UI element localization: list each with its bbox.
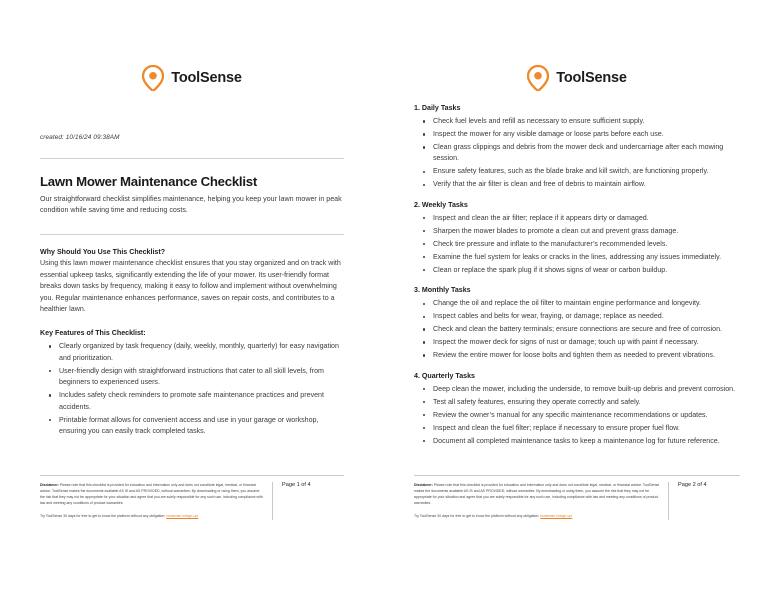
list-item: Check tire pressure and inflate to the manufacturer’s recommended levels. [433, 239, 740, 250]
task-group-daily [414, 104, 740, 191]
list-item: Ensure safety features, such as the blade brake and kill switch, are functioning properly. [433, 166, 740, 177]
page-footer [40, 475, 344, 520]
list-item: Sharpen the mower blades to promote a clean cut and prevent grass damage. [433, 226, 740, 237]
list-item: Check and clean the battery terminals; ensure connections are secure and free of corrosion. [433, 324, 740, 335]
location-pin-icon [142, 65, 164, 91]
list-item: Deep clean the mower, including the underside, to remove built-up debris and prevent corrosion. [433, 384, 740, 395]
task-group-heading: 3. Monthly Tasks [414, 286, 471, 295]
list-item: Document all completed maintenance tasks to keep a maintenance log for future reference. [433, 436, 740, 447]
section-divider [40, 234, 344, 235]
list-item: Change the oil and replace the oil filter to maintain engine performance and longevity. [433, 298, 740, 309]
brand-logo [414, 62, 740, 94]
trial-offer-text [414, 514, 660, 520]
list-item: User-friendly design with straightforward instructions that cater to all skill levels, from beginners to experienced users. [59, 366, 344, 389]
location-pin-icon [527, 65, 549, 91]
list-item: Clearly organized by task frequency (daily, weekly, monthly, quarterly) for easy navigation and prioritization. [59, 341, 344, 364]
page-number: Page 1 of 4 [282, 482, 311, 489]
list-item: Verify that the air filter is clean and free of debris to maintain airflow. [433, 179, 740, 190]
disclaimer-label: Disclaimer: [414, 483, 433, 488]
list-item: Test all safety features, ensuring they operate correctly and safely. [433, 397, 740, 408]
list-item: Printable format allows for convenient access and use in your garage or workshop, ensuring you can easily track completed tasks. [59, 415, 344, 438]
brand-logo [40, 62, 344, 94]
footer-disclaimer-block [414, 482, 668, 520]
trial-signup-link[interactable]: toolsense.io/sign-up/ [540, 514, 573, 519]
disclaimer-text [414, 482, 660, 506]
footer-page-number-block [668, 482, 740, 520]
document-page-2 [384, 0, 768, 592]
page-footer [414, 475, 740, 520]
disclaimer-body: Please note that this checklist is provided for education and information only and does not constitute legal, medical, or financial advice. ToolSense makes the documents available AS IS and AS PROVIDED, without warranties. By downloading or using them, you assume the risk that they may not be appropriate for your situation and agree that you are solely responsible for any such use, including compliance with law and meeting any conditions of product warranties. [414, 483, 660, 506]
task-list [414, 213, 740, 276]
list-item: Clean grass clippings and debris from the mower deck and undercarriage after each mowing session. [433, 142, 740, 165]
page-number: Page 2 of 4 [678, 482, 707, 489]
list-item: Review the owner’s manual for any specific maintenance recommendations or updates. [433, 410, 740, 421]
task-list [414, 298, 740, 361]
trial-text: Try ToolSense 30 days for free to get to know the platform without any obligation: [414, 514, 541, 519]
task-list [414, 384, 740, 447]
brand-wordmark: ToolSense [171, 70, 242, 86]
task-group-heading: 1. Daily Tasks [414, 104, 461, 112]
list-item: Clean or replace the spark plug if it shows signs of wear or carbon buildup. [433, 265, 740, 276]
page-title: Lawn Mower Maintenance Checklist [40, 174, 257, 189]
list-item: Inspect and clean the fuel filter; replace if necessary to ensure proper fuel flow. [433, 423, 740, 434]
page-subtitle: Our straightforward checklist simplifies maintenance, helping you keep your lawn mower in peak condition while saving time and reducing costs. [40, 195, 342, 215]
disclaimer-body: Please note that this checklist is provided for education and information only and does not constitute legal, medical, or financial advice. ToolSense makes the documents available AS IS and AS PROVIDED, without warranties. By downloading or using them, you assume the risk that they may not be appropriate for your situation and agree that you are solely responsible for any such use, including compliance with law and meeting any conditions of product warranties. [40, 483, 263, 506]
task-group-heading: 4. Quarterly Tasks [414, 371, 475, 380]
trial-offer-text [40, 514, 264, 520]
created-timestamp: created: 10/16/24 09:38AM [40, 134, 120, 141]
task-list [414, 116, 740, 191]
task-group-monthly [414, 286, 740, 361]
list-item: Inspect the mower for any visible damage or loose parts before each use. [433, 129, 740, 140]
list-item: Inspect the mower deck for signs of rust or damage; touch up with paint if necessary. [433, 337, 740, 348]
disclaimer-text [40, 482, 264, 506]
footer-disclaimer-block [40, 482, 272, 520]
list-item: Inspect cables and belts for wear, fraying, or damage; replace as needed. [433, 311, 740, 322]
list-item: Inspect and clean the air filter; replace if it appears dirty or damaged. [433, 213, 740, 224]
task-group-weekly [414, 201, 740, 276]
list-item: Review the entire mower for loose bolts and tighten them as needed to prevent vibrations. [433, 350, 740, 361]
trial-signup-link[interactable]: toolsense.io/sign-up/ [166, 514, 199, 519]
list-item: Examine the fuel system for leaks or cracks in the lines, addressing any issues immediately. [433, 252, 740, 263]
task-group-quarterly [414, 372, 740, 447]
list-item: Includes safety check reminders to promote safe maintenance practices and prevent accidents. [59, 390, 344, 413]
footer-page-number-block [272, 482, 344, 520]
key-features-heading: Key Features of This Checklist: [40, 329, 146, 338]
why-use-body: Using this lawn mower maintenance checklist ensures that you stay organized and on track with essential upkeep tasks, significantly extending the life of your mower. Its user-friendly format breaks down tasks by frequency, making it easy to follow and implement without overwhelming you. Regular maintenance enhances performance, saves on repair costs, and contributes to a healthier lawn. [40, 258, 341, 314]
trial-text: Try ToolSense 30 days for free to get to know the platform without any obligation: [40, 514, 167, 519]
why-use-heading: Why Should You Use This Checklist? [40, 247, 166, 256]
header-divider [40, 158, 344, 159]
task-group-heading: 2. Weekly Tasks [414, 200, 468, 209]
brand-wordmark: ToolSense [556, 70, 627, 86]
disclaimer-label: Disclaimer: [40, 483, 59, 488]
key-features-list [40, 341, 344, 437]
list-item: Check fuel levels and refill as necessary to ensure sufficient supply. [433, 116, 740, 127]
